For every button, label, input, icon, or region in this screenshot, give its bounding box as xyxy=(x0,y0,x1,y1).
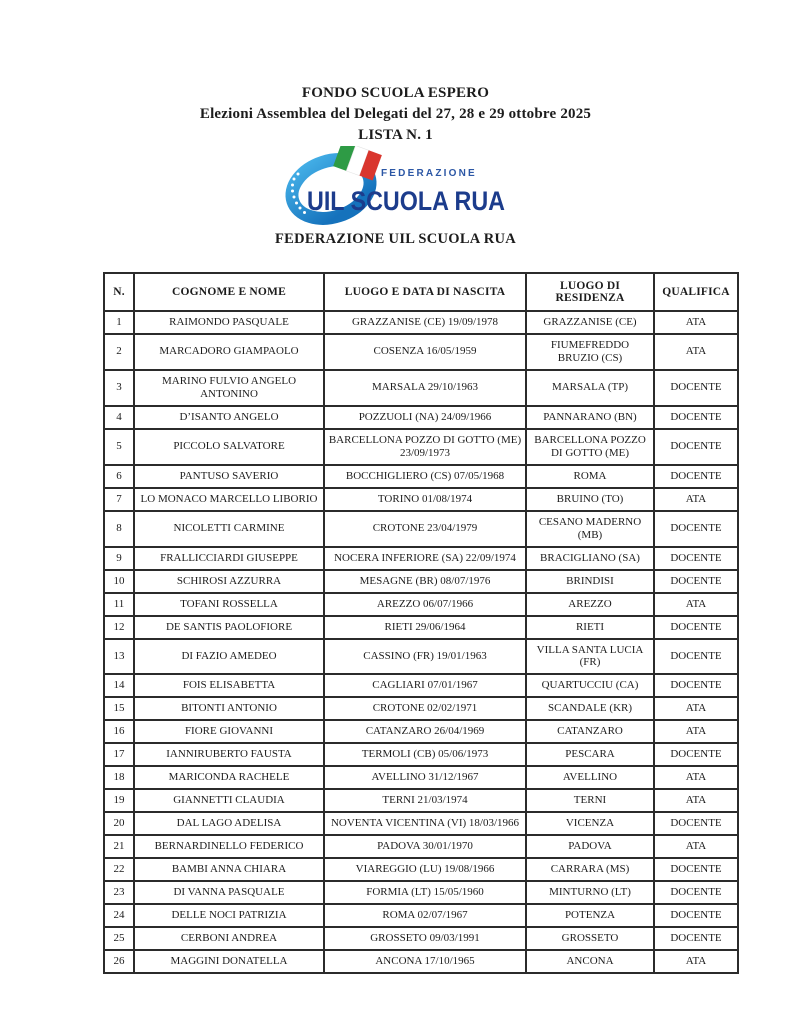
cell-birth: CASSINO (FR) 19/01/1963 xyxy=(324,639,526,675)
cell-residence: GROSSETO xyxy=(526,927,654,950)
cell-n: 5 xyxy=(104,429,134,465)
uil-scuola-rua-logo xyxy=(281,146,517,230)
cell-role: DOCENTE xyxy=(654,616,738,639)
table-row xyxy=(104,858,738,881)
cell-birth: TERMOLI (CB) 05/06/1973 xyxy=(324,743,526,766)
cell-role: DOCENTE xyxy=(654,511,738,547)
document-header xyxy=(0,83,791,146)
cell-name: GIANNETTI CLAUDIA xyxy=(134,789,324,812)
cell-birth: MARSALA 29/10/1963 xyxy=(324,370,526,406)
table-row xyxy=(104,488,738,511)
cell-birth: VIAREGGIO (LU) 19/08/1966 xyxy=(324,858,526,881)
cell-birth: TERNI 21/03/1974 xyxy=(324,789,526,812)
logo-brand-label: UIL SCUOLA RUA xyxy=(307,186,505,216)
cell-residence: MARSALA (TP) xyxy=(526,370,654,406)
cell-residence: QUARTUCCIU (CA) xyxy=(526,674,654,697)
cell-n: 22 xyxy=(104,858,134,881)
delegates-table xyxy=(103,272,739,974)
table-row xyxy=(104,720,738,743)
cell-role: ATA xyxy=(654,789,738,812)
cell-birth: CAGLIARI 07/01/1967 xyxy=(324,674,526,697)
cell-n: 24 xyxy=(104,904,134,927)
header-n: N. xyxy=(104,273,134,311)
cell-n: 13 xyxy=(104,639,134,675)
cell-name: FIORE GIOVANNI xyxy=(134,720,324,743)
cell-residence: AREZZO xyxy=(526,593,654,616)
cell-role: ATA xyxy=(654,720,738,743)
cell-role: DOCENTE xyxy=(654,639,738,675)
table-row xyxy=(104,904,738,927)
cell-birth: FORMIA (LT) 15/05/1960 xyxy=(324,881,526,904)
cell-birth: BOCCHIGLIERO (CS) 07/05/1968 xyxy=(324,465,526,488)
cell-birth: MESAGNE (BR) 08/07/1976 xyxy=(324,570,526,593)
table-row xyxy=(104,570,738,593)
cell-birth: GROSSETO 09/03/1991 xyxy=(324,927,526,950)
cell-residence: FIUMEFREDDO BRUZIO (CS) xyxy=(526,334,654,370)
cell-role: DOCENTE xyxy=(654,570,738,593)
cell-residence: MINTURNO (LT) xyxy=(526,881,654,904)
cell-n: 18 xyxy=(104,766,134,789)
delegates-table-body xyxy=(104,311,738,973)
cell-role: DOCENTE xyxy=(654,881,738,904)
cell-role: ATA xyxy=(654,311,738,334)
delegates-table-head xyxy=(104,273,738,311)
cell-name: BAMBI ANNA CHIARA xyxy=(134,858,324,881)
cell-n: 2 xyxy=(104,334,134,370)
cell-birth: RIETI 29/06/1964 xyxy=(324,616,526,639)
cell-residence: CARRARA (MS) xyxy=(526,858,654,881)
cell-birth: GRAZZANISE (CE) 19/09/1978 xyxy=(324,311,526,334)
cell-name: D’ISANTO ANGELO xyxy=(134,406,324,429)
cell-role: DOCENTE xyxy=(654,743,738,766)
cell-residence: ROMA xyxy=(526,465,654,488)
table-row xyxy=(104,593,738,616)
cell-role: DOCENTE xyxy=(654,904,738,927)
cell-n: 6 xyxy=(104,465,134,488)
cell-birth: BARCELLONA POZZO DI GOTTO (ME) 23/09/1973 xyxy=(324,429,526,465)
cell-name: MARICONDA RACHELE xyxy=(134,766,324,789)
cell-residence: BRACIGLIANO (SA) xyxy=(526,547,654,570)
cell-name: PANTUSO SAVERIO xyxy=(134,465,324,488)
cell-birth: AREZZO 06/07/1966 xyxy=(324,593,526,616)
cell-birth: TORINO 01/08/1974 xyxy=(324,488,526,511)
cell-role: ATA xyxy=(654,334,738,370)
cell-role: ATA xyxy=(654,697,738,720)
cell-n: 8 xyxy=(104,511,134,547)
cell-n: 11 xyxy=(104,593,134,616)
cell-name: DI VANNA PASQUALE xyxy=(134,881,324,904)
cell-residence: RIETI xyxy=(526,616,654,639)
cell-n: 17 xyxy=(104,743,134,766)
table-row xyxy=(104,766,738,789)
document-subtitle-elections: Elezioni Assemblea del Delegati del 27, 28 e 29 ottobre 2025 xyxy=(199,106,592,122)
cell-birth: COSENZA 16/05/1959 xyxy=(324,334,526,370)
header-birth: LUOGO E DATA DI NASCITA xyxy=(324,273,526,311)
cell-name: MARCADORO GIAMPAOLO xyxy=(134,334,324,370)
cell-n: 25 xyxy=(104,927,134,950)
logo-federazione-label: FEDERAZIONE xyxy=(381,168,477,179)
table-row xyxy=(104,334,738,370)
cell-role: DOCENTE xyxy=(654,370,738,406)
cell-birth: CROTONE 23/04/1979 xyxy=(324,511,526,547)
cell-name: BERNARDINELLO FEDERICO xyxy=(134,835,324,858)
cell-birth: CATANZARO 26/04/1969 xyxy=(324,720,526,743)
cell-birth: AVELLINO 31/12/1967 xyxy=(324,766,526,789)
cell-residence: VILLA SANTA LUCIA (FR) xyxy=(526,639,654,675)
cell-role: DOCENTE xyxy=(654,858,738,881)
cell-name: PICCOLO SALVATORE xyxy=(134,429,324,465)
cell-role: DOCENTE xyxy=(654,547,738,570)
table-row xyxy=(104,927,738,950)
cell-birth: PADOVA 30/01/1970 xyxy=(324,835,526,858)
cell-n: 14 xyxy=(104,674,134,697)
cell-role: DOCENTE xyxy=(654,465,738,488)
cell-role: DOCENTE xyxy=(654,429,738,465)
cell-name: CERBONI ANDREA xyxy=(134,927,324,950)
cell-residence: CESANO MADERNO (MB) xyxy=(526,511,654,547)
cell-n: 23 xyxy=(104,881,134,904)
cell-n: 10 xyxy=(104,570,134,593)
cell-role: DOCENTE xyxy=(654,406,738,429)
cell-role: ATA xyxy=(654,835,738,858)
cell-name: FRALLICCIARDI GIUSEPPE xyxy=(134,547,324,570)
header-role: QUALIFICA xyxy=(654,273,738,311)
cell-name: DAL LAGO ADELISA xyxy=(134,812,324,835)
cell-n: 19 xyxy=(104,789,134,812)
header-row xyxy=(104,273,738,311)
cell-n: 9 xyxy=(104,547,134,570)
table-row xyxy=(104,881,738,904)
document-title: FONDO SCUOLA ESPERO xyxy=(301,85,490,101)
table-row xyxy=(104,674,738,697)
table-row xyxy=(104,697,738,720)
table-row xyxy=(104,429,738,465)
document-list-number: LISTA N. 1 xyxy=(358,127,433,143)
cell-residence: VICENZA xyxy=(526,812,654,835)
cell-residence: AVELLINO xyxy=(526,766,654,789)
cell-name: FOIS ELISABETTA xyxy=(134,674,324,697)
cell-residence: GRAZZANISE (CE) xyxy=(526,311,654,334)
cell-name: NICOLETTI CARMINE xyxy=(134,511,324,547)
table-row xyxy=(104,950,738,973)
cell-role: DOCENTE xyxy=(654,927,738,950)
cell-n: 16 xyxy=(104,720,134,743)
cell-n: 21 xyxy=(104,835,134,858)
cell-name: BITONTI ANTONIO xyxy=(134,697,324,720)
cell-name: DI FAZIO AMEDEO xyxy=(134,639,324,675)
cell-role: ATA xyxy=(654,766,738,789)
cell-n: 4 xyxy=(104,406,134,429)
table-row xyxy=(104,311,738,334)
cell-name: IANNIRUBERTO FAUSTA xyxy=(134,743,324,766)
cell-residence: CATANZARO xyxy=(526,720,654,743)
table-row xyxy=(104,511,738,547)
cell-residence: BRINDISI xyxy=(526,570,654,593)
cell-residence: PESCARA xyxy=(526,743,654,766)
federation-title: FEDERAZIONE UIL SCUOLA RUA xyxy=(274,231,517,247)
cell-residence: BARCELLONA POZZO DI GOTTO (ME) xyxy=(526,429,654,465)
cell-residence: ANCONA xyxy=(526,950,654,973)
cell-name: DE SANTIS PAOLOFIORE xyxy=(134,616,324,639)
cell-name: LO MONACO MARCELLO LIBORIO xyxy=(134,488,324,511)
cell-residence: PANNARANO (BN) xyxy=(526,406,654,429)
cell-name: DELLE NOCI PATRIZIA xyxy=(134,904,324,927)
table-row xyxy=(104,639,738,675)
header-residence: LUOGO DI RESIDENZA xyxy=(526,273,654,311)
cell-name: MAGGINI DONATELLA xyxy=(134,950,324,973)
cell-birth: POZZUOLI (NA) 24/09/1966 xyxy=(324,406,526,429)
table-row xyxy=(104,812,738,835)
table-row xyxy=(104,743,738,766)
cell-n: 26 xyxy=(104,950,134,973)
cell-birth: NOCERA INFERIORE (SA) 22/09/1974 xyxy=(324,547,526,570)
cell-role: ATA xyxy=(654,593,738,616)
cell-name: MARINO FULVIO ANGELO ANTONINO xyxy=(134,370,324,406)
cell-n: 15 xyxy=(104,697,134,720)
uil-scuola-rua-logo-icon xyxy=(281,146,517,230)
cell-name: RAIMONDO PASQUALE xyxy=(134,311,324,334)
table-row xyxy=(104,547,738,570)
cell-n: 1 xyxy=(104,311,134,334)
table-row xyxy=(104,370,738,406)
table-row xyxy=(104,616,738,639)
cell-role: DOCENTE xyxy=(654,812,738,835)
cell-n: 20 xyxy=(104,812,134,835)
cell-role: ATA xyxy=(654,488,738,511)
cell-role: ATA xyxy=(654,950,738,973)
cell-role: DOCENTE xyxy=(654,674,738,697)
cell-birth: CROTONE 02/02/1971 xyxy=(324,697,526,720)
cell-birth: ANCONA 17/10/1965 xyxy=(324,950,526,973)
table-row xyxy=(104,789,738,812)
cell-name: SCHIROSI AZZURRA xyxy=(134,570,324,593)
table-row xyxy=(104,406,738,429)
cell-name: TOFANI ROSSELLA xyxy=(134,593,324,616)
cell-residence: POTENZA xyxy=(526,904,654,927)
header-name: COGNOME E NOME xyxy=(134,273,324,311)
cell-n: 12 xyxy=(104,616,134,639)
cell-residence: PADOVA xyxy=(526,835,654,858)
cell-n: 7 xyxy=(104,488,134,511)
cell-residence: SCANDALE (KR) xyxy=(526,697,654,720)
cell-birth: ROMA 02/07/1967 xyxy=(324,904,526,927)
cell-residence: TERNI xyxy=(526,789,654,812)
cell-n: 3 xyxy=(104,370,134,406)
table-row xyxy=(104,835,738,858)
cell-residence: BRUINO (TO) xyxy=(526,488,654,511)
cell-birth: NOVENTA VICENTINA (VI) 18/03/1966 xyxy=(324,812,526,835)
table-row xyxy=(104,465,738,488)
